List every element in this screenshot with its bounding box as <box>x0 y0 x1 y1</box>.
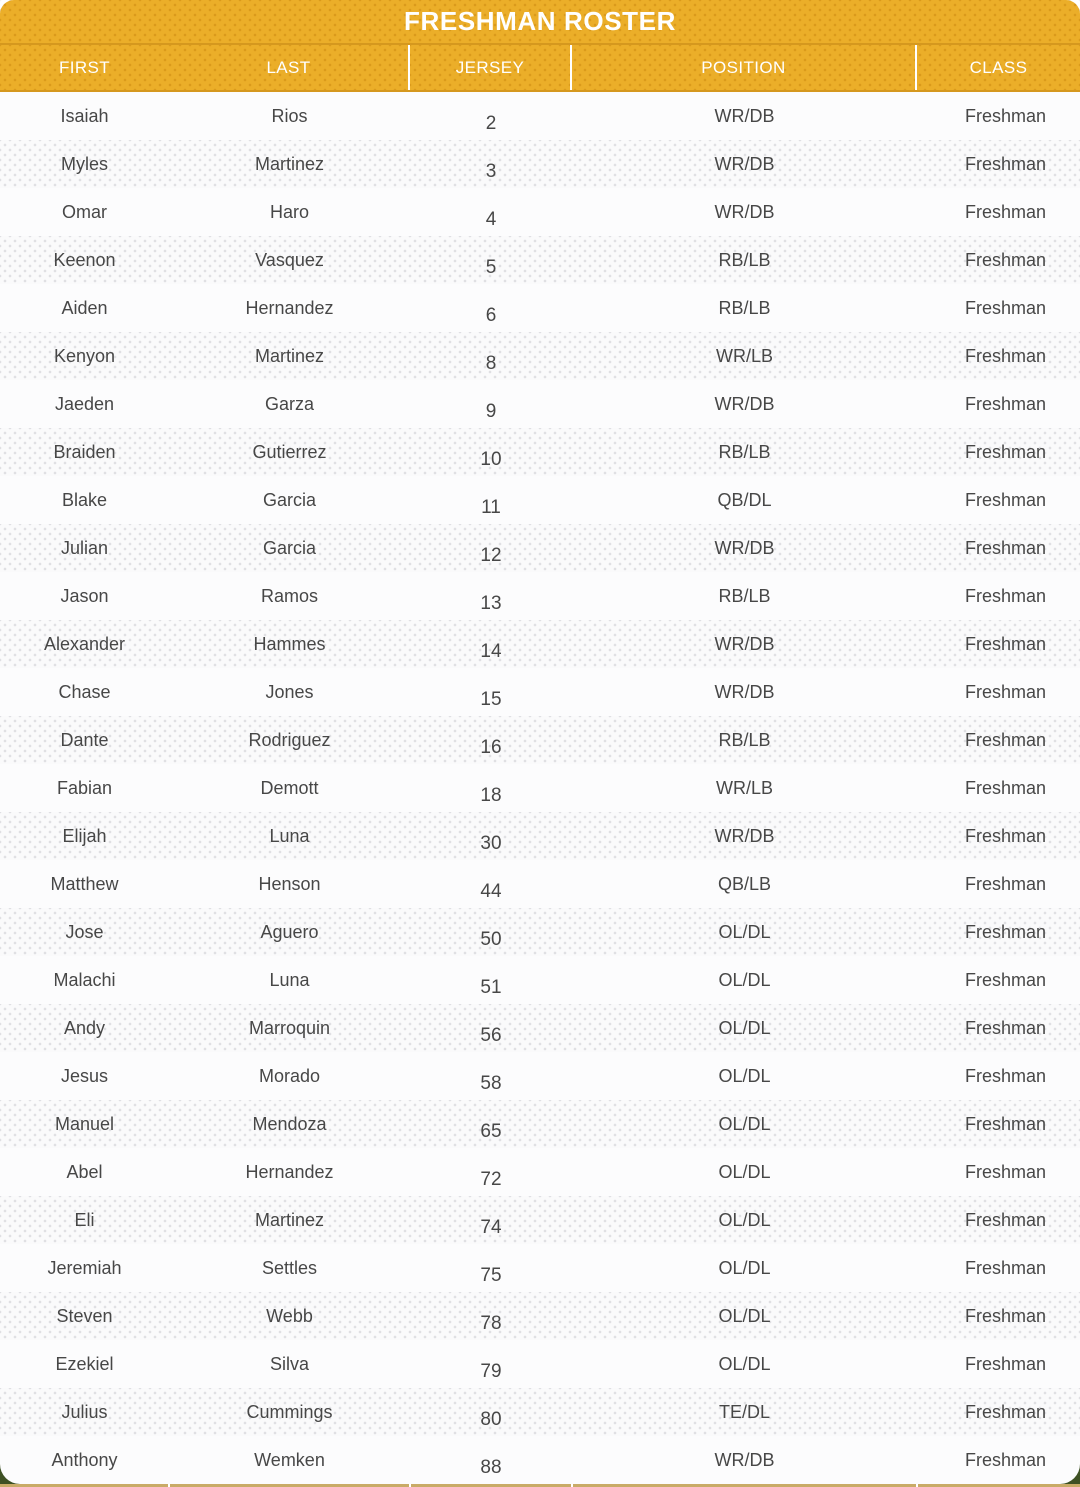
cell-position: OL/DL <box>718 1306 771 1326</box>
cell-first: Jaeden <box>54 394 115 414</box>
cell-first: Aiden <box>61 298 108 318</box>
cell-last: Demott <box>260 778 319 798</box>
cell-last: Luna <box>269 826 310 846</box>
cell-first: Julian <box>60 538 109 558</box>
cell-jersey: 15 <box>480 689 502 710</box>
cell-last: Garcia <box>262 538 316 558</box>
cell-position: OL/DL <box>718 1114 771 1134</box>
cell-last: Ramos <box>260 586 318 606</box>
column-header-class: CLASS <box>969 58 1028 77</box>
cell-class: Freshman <box>964 1450 1047 1470</box>
cell-last: Martinez <box>254 1210 325 1230</box>
cell-last: Garza <box>264 394 315 414</box>
cell-last: Garcia <box>262 490 316 510</box>
cell-first: Kenyon <box>53 346 116 366</box>
cell-position: WR/DB <box>714 154 775 174</box>
cell-jersey: 65 <box>480 1121 502 1142</box>
cell-class: Freshman <box>964 1114 1047 1134</box>
cell-first: Dante <box>60 730 109 750</box>
table-row <box>0 236 1080 284</box>
cell-first: Jose <box>65 922 104 942</box>
cell-position: OL/DL <box>718 1210 771 1230</box>
page-title: FRESHMAN ROSTER <box>404 6 676 36</box>
table-row <box>0 428 1080 476</box>
cell-position: OL/DL <box>718 1066 771 1086</box>
cell-first: Myles <box>60 154 108 174</box>
table-row <box>0 1436 1080 1484</box>
column-header-jersey: JERSEY <box>410 45 572 90</box>
cell-first: Abel <box>66 1162 103 1182</box>
cell-first: Julius <box>61 1402 108 1422</box>
cell-class: Freshman <box>964 1162 1047 1182</box>
cell-position: OL/DL <box>718 1354 771 1374</box>
cell-position: QB/DL <box>717 490 772 510</box>
table-row <box>0 764 1080 812</box>
cell-first: Jason <box>60 586 109 606</box>
table-header-row <box>0 45 1080 92</box>
cell-jersey: 5 <box>485 257 497 278</box>
table-row <box>0 812 1080 860</box>
cell-class: Freshman <box>964 1402 1047 1422</box>
cell-jersey: 51 <box>480 977 502 998</box>
cell-class: Freshman <box>964 970 1047 990</box>
cell-last: Hernandez <box>245 298 334 318</box>
cell-first: Keenon <box>53 250 116 270</box>
cell-first: Ezekiel <box>55 1354 114 1374</box>
cell-class: Freshman <box>964 394 1047 414</box>
cell-jersey: 6 <box>485 305 497 326</box>
cell-last: Webb <box>266 1306 313 1326</box>
cell-last: Haro <box>269 202 309 222</box>
cell-last: Henson <box>258 874 321 894</box>
table-row <box>0 380 1080 428</box>
cell-jersey: 9 <box>485 401 497 422</box>
cell-position: RB/LB <box>718 298 771 318</box>
cell-position: WR/LB <box>715 346 773 366</box>
cell-position: WR/DB <box>714 682 775 702</box>
cell-last: Silva <box>269 1354 309 1374</box>
cell-position: RB/LB <box>718 442 771 462</box>
column-header-first: FIRST <box>58 58 111 77</box>
cell-first: Elijah <box>62 826 107 846</box>
cell-first: Fabian <box>56 778 113 798</box>
cell-last: Wemken <box>254 1450 325 1470</box>
cell-last: Martinez <box>254 346 325 366</box>
cell-jersey: 12 <box>480 545 502 566</box>
cell-jersey: 88 <box>480 1457 502 1478</box>
cell-class: Freshman <box>964 682 1047 702</box>
cell-jersey: 78 <box>480 1313 502 1334</box>
cell-class: Freshman <box>964 634 1047 654</box>
table-row <box>0 620 1080 668</box>
cell-position: OL/DL <box>718 970 771 990</box>
cell-class: Freshman <box>964 1210 1047 1230</box>
cell-first: Jeremiah <box>47 1258 122 1278</box>
cell-first: Omar <box>62 202 107 222</box>
cell-position: QB/LB <box>717 874 772 894</box>
cell-class: Freshman <box>964 346 1047 366</box>
table-row <box>0 716 1080 764</box>
cell-jersey: 3 <box>485 161 497 182</box>
cell-last: Morado <box>258 1066 321 1086</box>
cell-first: Manuel <box>54 1114 115 1134</box>
cell-last: Aguero <box>260 922 319 942</box>
cell-first: Blake <box>61 490 108 510</box>
cell-class: Freshman <box>964 202 1047 222</box>
cell-jersey: 11 <box>481 497 501 518</box>
cell-jersey: 58 <box>480 1073 502 1094</box>
cell-position: WR/LB <box>715 778 773 798</box>
table-row <box>0 908 1080 956</box>
cell-position: RB/LB <box>718 586 771 606</box>
cell-jersey: 30 <box>480 833 502 854</box>
cell-last: Hernandez <box>245 1162 334 1182</box>
cell-class: Freshman <box>964 730 1047 750</box>
cell-first: Eli <box>74 1210 95 1230</box>
cell-jersey: 2 <box>485 113 497 134</box>
table-row <box>0 1292 1080 1340</box>
table-row <box>0 668 1080 716</box>
cell-last: Martinez <box>254 154 325 174</box>
table-row <box>0 1052 1080 1100</box>
cell-jersey: 10 <box>480 449 502 470</box>
cell-jersey: 74 <box>480 1217 502 1238</box>
table-row <box>0 1148 1080 1196</box>
table-row <box>0 332 1080 380</box>
roster-title-bar <box>0 0 1080 45</box>
cell-first: Malachi <box>53 970 116 990</box>
cell-position: WR/DB <box>714 826 775 846</box>
cell-jersey: 16 <box>480 737 502 758</box>
cell-last: Hammes <box>253 634 326 654</box>
cell-last: Rodriguez <box>248 730 331 750</box>
cell-jersey: 72 <box>480 1169 502 1190</box>
cell-jersey: 75 <box>480 1265 502 1286</box>
table-row <box>0 1340 1080 1388</box>
cell-last: Rios <box>271 106 308 126</box>
cell-jersey: 18 <box>480 785 502 806</box>
cell-jersey: 8 <box>485 353 497 374</box>
cell-class: Freshman <box>964 1258 1047 1278</box>
cell-class: Freshman <box>964 442 1047 462</box>
cell-first: Braiden <box>53 442 116 462</box>
table-row <box>0 188 1080 236</box>
cell-jersey: 14 <box>480 641 502 662</box>
cell-jersey: 56 <box>480 1025 502 1046</box>
cell-class: Freshman <box>964 778 1047 798</box>
cell-class: Freshman <box>964 1354 1047 1374</box>
cell-class: Freshman <box>964 1018 1047 1038</box>
cell-jersey: 80 <box>480 1409 502 1430</box>
cell-last: Luna <box>269 970 310 990</box>
cell-position: RB/LB <box>718 250 771 270</box>
cell-first: Isaiah <box>60 106 109 126</box>
cell-position: WR/DB <box>714 1450 775 1470</box>
cell-first: Andy <box>63 1018 106 1038</box>
cell-jersey: 79 <box>480 1361 502 1382</box>
column-header-last: LAST <box>169 45 410 90</box>
table-row <box>0 1196 1080 1244</box>
table-body <box>0 92 1080 1484</box>
cell-position: OL/DL <box>718 1018 771 1038</box>
cell-last: Mendoza <box>252 1114 327 1134</box>
cell-class: Freshman <box>964 106 1047 126</box>
cell-class: Freshman <box>964 154 1047 174</box>
cell-position: WR/DB <box>714 106 775 126</box>
table-row <box>0 1100 1080 1148</box>
cell-class: Freshman <box>964 1066 1047 1086</box>
cell-position: OL/DL <box>718 1258 771 1278</box>
cell-class: Freshman <box>964 298 1047 318</box>
cell-jersey: 4 <box>485 209 497 230</box>
cell-position: WR/DB <box>714 202 775 222</box>
column-header-position: POSITION <box>572 45 917 90</box>
cell-last: Vasquez <box>255 250 324 270</box>
cell-position: TE/DL <box>718 1402 770 1422</box>
table-row <box>0 1004 1080 1052</box>
table-row <box>0 92 1080 140</box>
cell-position: OL/DL <box>718 922 771 942</box>
table-row <box>0 860 1080 908</box>
cell-last: Gutierrez <box>252 442 327 462</box>
cell-first: Anthony <box>51 1450 118 1470</box>
cell-last: Marroquin <box>248 1018 331 1038</box>
cell-last: Settles <box>261 1258 318 1278</box>
cell-class: Freshman <box>964 826 1047 846</box>
cell-first: Alexander <box>43 634 126 654</box>
cell-jersey: 44 <box>480 881 502 902</box>
table-row <box>0 140 1080 188</box>
table-row <box>0 284 1080 332</box>
table-row <box>0 1244 1080 1292</box>
table-row <box>0 572 1080 620</box>
cell-class: Freshman <box>964 586 1047 606</box>
cell-class: Freshman <box>964 538 1047 558</box>
cell-first: Steven <box>56 1306 113 1326</box>
cell-position: OL/DL <box>718 1162 771 1182</box>
cell-class: Freshman <box>964 922 1047 942</box>
table-row <box>0 476 1080 524</box>
cell-class: Freshman <box>964 490 1047 510</box>
cell-jersey: 50 <box>480 929 502 950</box>
cell-last: Jones <box>265 682 314 702</box>
cell-class: Freshman <box>964 874 1047 894</box>
cell-jersey: 13 <box>480 593 502 614</box>
cell-position: WR/DB <box>714 538 775 558</box>
cell-position: RB/LB <box>718 730 771 750</box>
cell-class: Freshman <box>964 250 1047 270</box>
cell-last: Cummings <box>246 1402 333 1422</box>
cell-first: Chase <box>58 682 111 702</box>
table-row <box>0 524 1080 572</box>
cell-position: WR/DB <box>714 634 775 654</box>
table-row <box>0 1388 1080 1436</box>
cell-first: Matthew <box>50 874 119 894</box>
cell-position: WR/DB <box>714 394 775 414</box>
cell-class: Freshman <box>964 1306 1047 1326</box>
cell-first: Jesus <box>60 1066 109 1086</box>
table-row <box>0 956 1080 1004</box>
